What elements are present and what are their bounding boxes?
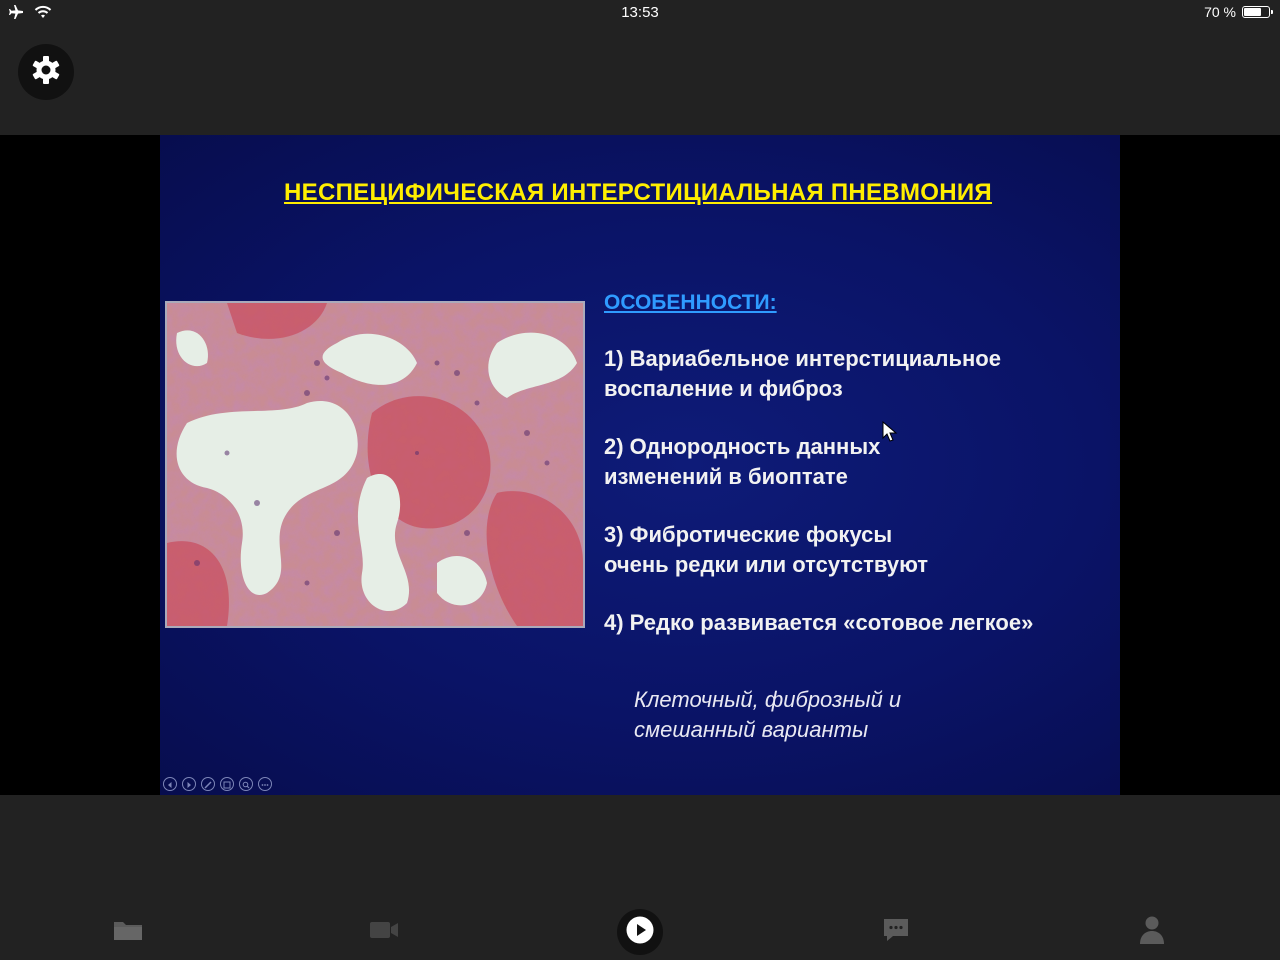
gear-icon — [31, 55, 61, 90]
pen-icon[interactable] — [201, 777, 215, 791]
tab-play[interactable] — [617, 909, 663, 955]
tab-profile[interactable] — [1132, 912, 1172, 952]
previous-slide-icon[interactable] — [163, 777, 177, 791]
next-slide-icon[interactable] — [182, 777, 196, 791]
histology-image — [165, 301, 585, 628]
tab-video[interactable] — [364, 912, 404, 952]
video-player[interactable] — [0, 135, 1280, 795]
feature-item-2: 2) Однородность данных изменений в биоптате — [604, 434, 881, 489]
feature-item-1: 1) Вариабельное интерстициальное воспаление и фиброз — [604, 346, 1001, 401]
features-heading: ОСОБЕННОСТИ: — [604, 291, 777, 314]
user-icon — [1138, 915, 1166, 950]
status-time: 13:53 — [621, 4, 659, 21]
play-icon — [625, 915, 655, 950]
status-bar — [0, 0, 1280, 26]
variants-note: Клеточный, фиброзный и смешанный варианты — [634, 687, 902, 742]
folder-icon — [113, 918, 143, 947]
more-options-icon[interactable] — [258, 777, 272, 791]
chat-icon — [882, 917, 910, 948]
video-icon — [369, 919, 399, 946]
battery-percent: 70 % — [1204, 4, 1236, 20]
slides-grid-icon[interactable] — [220, 777, 234, 791]
presentation-slide — [160, 135, 1120, 795]
feature-item-3: 3) Фибротические фокусы очень редки или отсутствуют — [604, 522, 929, 577]
feature-item-4: 4) Редко развивается «сотовое легкое» — [604, 610, 1034, 635]
tab-files[interactable] — [108, 912, 148, 952]
battery-icon — [1242, 6, 1270, 18]
settings-button[interactable] — [18, 44, 74, 100]
slideshow-controls — [163, 777, 272, 791]
zoom-icon[interactable] — [239, 777, 253, 791]
tab-chat[interactable] — [876, 912, 916, 952]
slide-title: НЕСПЕЦИФИЧЕСКАЯ ИНТЕРСТИЦИАЛЬНАЯ ПНЕВМОНИЯ — [284, 179, 992, 206]
mouse-cursor-icon — [882, 421, 898, 448]
